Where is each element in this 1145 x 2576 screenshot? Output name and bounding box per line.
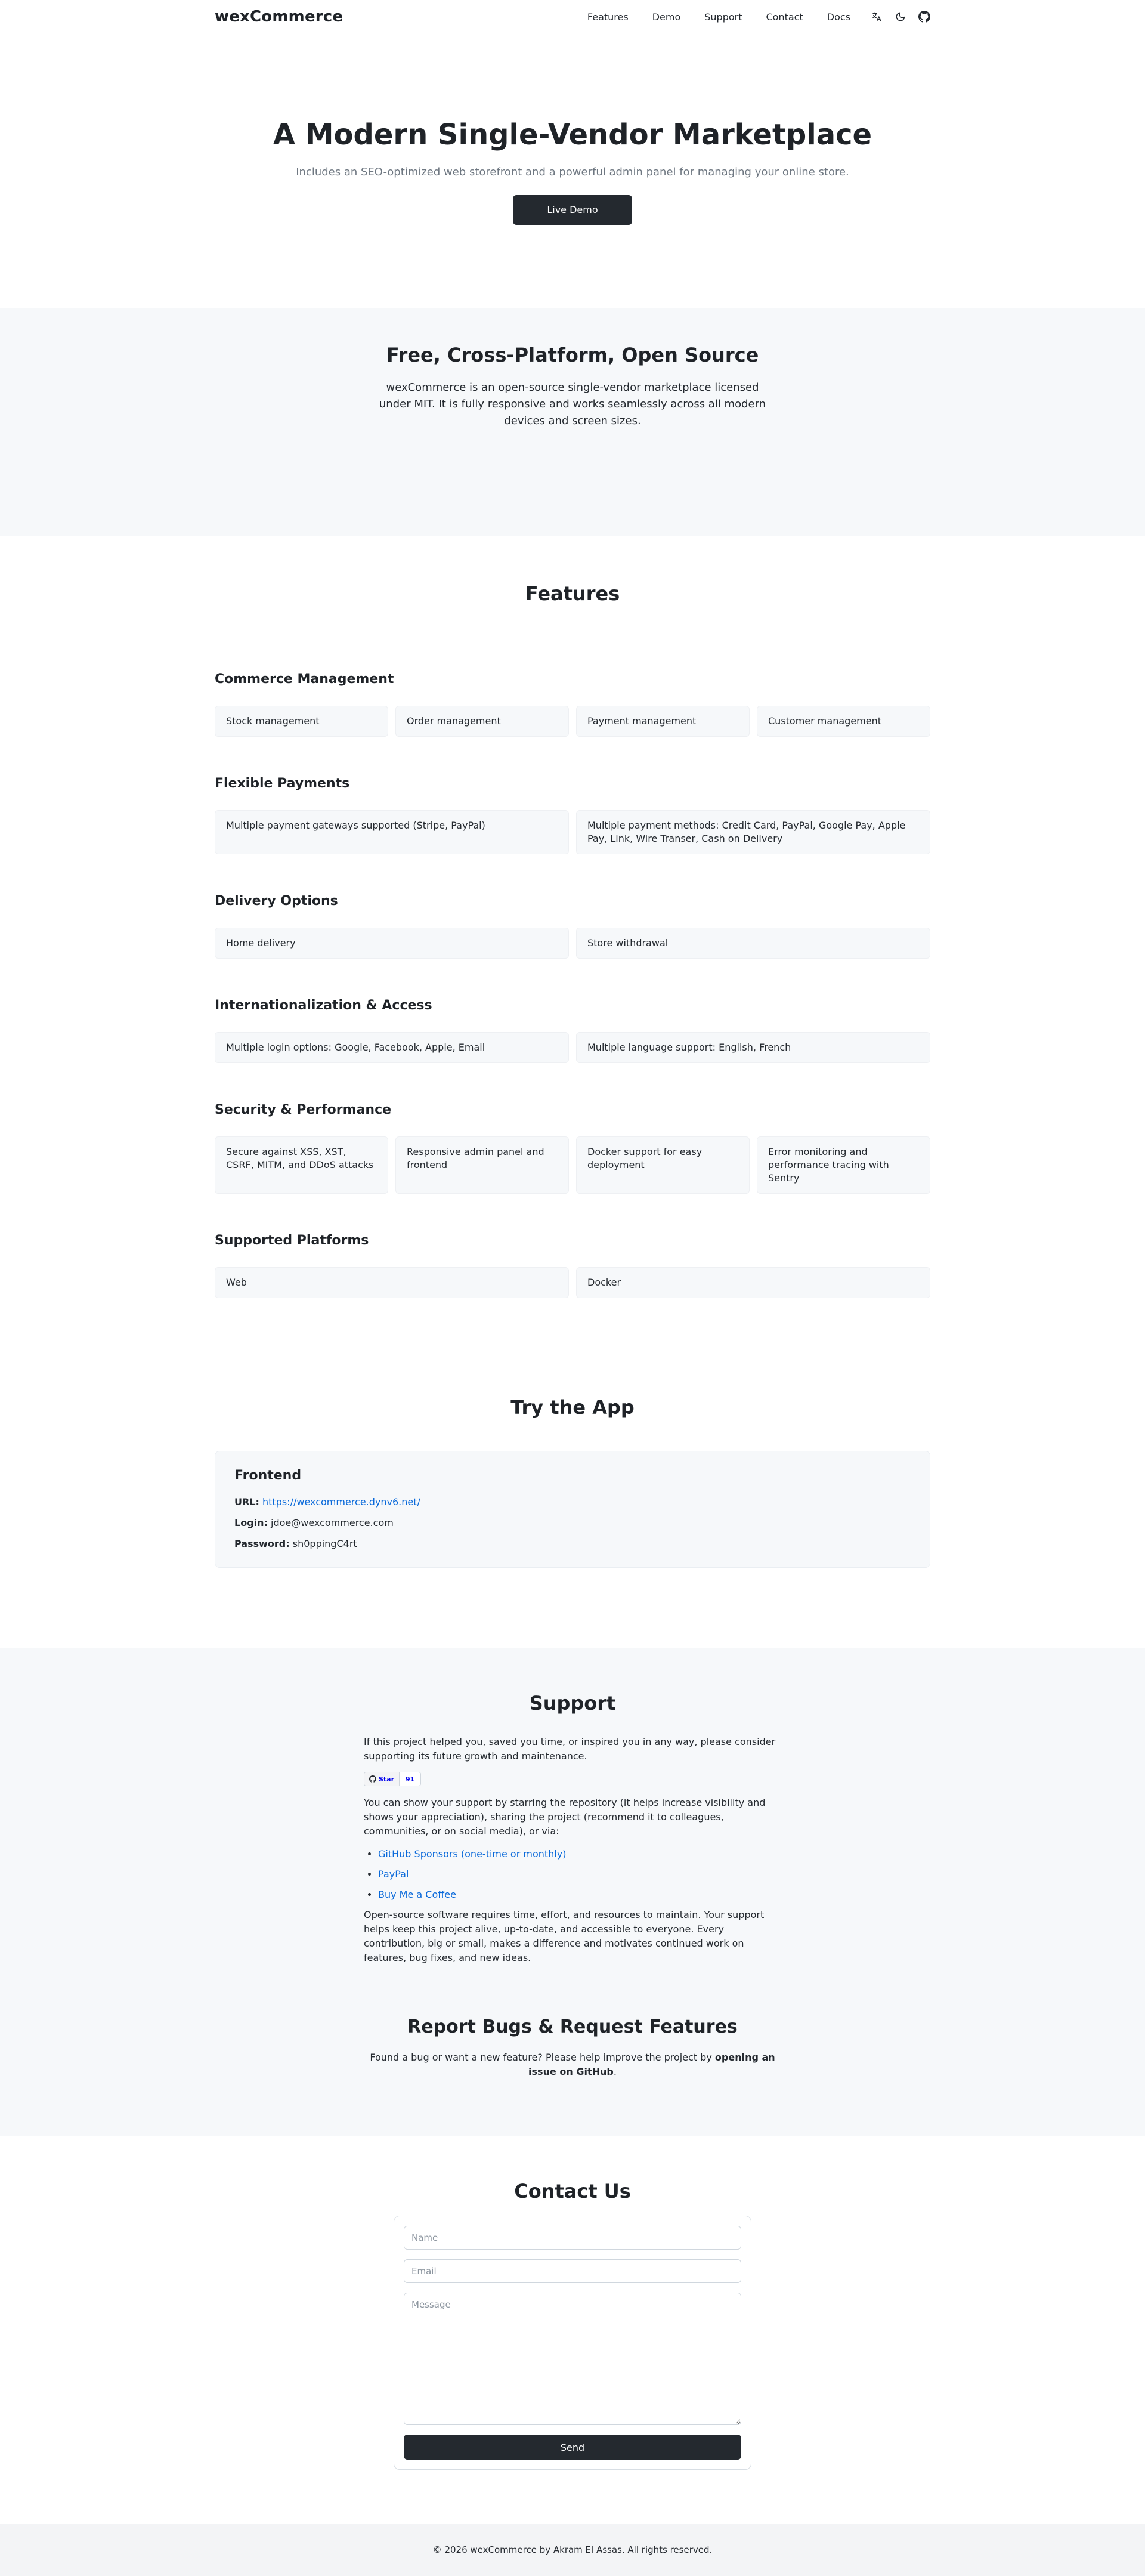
- feature-group-title: Delivery Options: [215, 894, 338, 909]
- github-star-badge[interactable]: [364, 1772, 421, 1786]
- bugs-text-end: .: [613, 2066, 617, 2077]
- hero-section: [0, 33, 1145, 308]
- feature-card: Multiple login options: Google, Facebook, Apple, Email: [215, 1032, 569, 1063]
- nav-link-contact[interactable]: Contact: [766, 11, 803, 23]
- support-title: Support: [529, 1692, 616, 1715]
- star-count: 91: [406, 1775, 415, 1783]
- github-icon[interactable]: [918, 11, 930, 23]
- bugs-title: Report Bugs & Request Features: [407, 2016, 738, 2037]
- feature-group-title: Flexible Payments: [215, 776, 350, 791]
- password-label: Password:: [234, 1538, 290, 1549]
- feature-card: Multiple payment methods: Credit Card, PayPal, Google Pay, Apple Pay, Link, Wire Transer, Cash on Delivery: [576, 810, 930, 854]
- bugs-text: [364, 2050, 781, 2079]
- feature-card: Docker: [576, 1267, 930, 1298]
- paypal-link[interactable]: PayPal: [378, 1868, 409, 1880]
- feature-card: Home delivery: [215, 928, 569, 959]
- open-source-section: [0, 308, 1145, 536]
- demo-url-link[interactable]: https://wexcommerce.dynv6.net/: [262, 1496, 420, 1508]
- feature-group-i18n: [215, 998, 930, 1063]
- feature-group-platforms: [215, 1233, 930, 1298]
- feature-card: Secure against XSS, XST, CSRF, MITM, and DDoS attacks: [215, 1136, 388, 1194]
- github-sponsors-link[interactable]: GitHub Sponsors (one-time or monthly): [378, 1848, 567, 1860]
- top-nav: [0, 0, 1145, 33]
- hero-title: A Modern Single-Vendor Marketplace: [273, 118, 872, 152]
- language-icon[interactable]: [871, 11, 883, 23]
- feature-card: Payment management: [576, 706, 750, 737]
- demo-url-row: [234, 1496, 911, 1508]
- try-app-section: [0, 1394, 1145, 1648]
- feature-card: Order management: [395, 706, 569, 737]
- brand-logo[interactable]: wexCommerce: [215, 8, 344, 26]
- support-body: You can show your support by starring the repository (it helps increase visibility and shows your appreciation), sharing the project (recommend it to colleagues, communities, or on social media), or via:: [364, 1797, 766, 1837]
- feature-group-title: Commerce Management: [215, 672, 394, 687]
- feature-card: Store withdrawal: [576, 928, 930, 959]
- feature-card: Web: [215, 1267, 569, 1298]
- demo-password-row: [234, 1538, 911, 1549]
- footer-copyright: © 2026 wexCommerce by Akram El Assas. All rights reserved.: [432, 2544, 713, 2555]
- contact-title: Contact Us: [514, 2180, 631, 2203]
- demo-card-title: Frontend: [234, 1468, 302, 1483]
- try-title: Try the App: [510, 1396, 635, 1419]
- github-icon: [369, 1775, 376, 1783]
- feature-card: Docker support for easy deployment: [576, 1136, 750, 1194]
- name-input[interactable]: [404, 2226, 741, 2250]
- contact-form: [394, 2216, 751, 2470]
- bugs-text-lead: Found a bug or want a new feature? Please help improve the project by: [370, 2052, 715, 2063]
- list-item: [378, 1847, 781, 1861]
- features-section: [0, 536, 1145, 1394]
- send-button[interactable]: Send: [404, 2435, 741, 2460]
- moon-icon[interactable]: [895, 11, 906, 23]
- footer: [0, 2524, 1145, 2576]
- feature-card: Error monitoring and performance tracing with Sentry: [757, 1136, 930, 1194]
- feature-group-title: Security & Performance: [215, 1102, 392, 1117]
- feature-group-commerce: [215, 672, 930, 737]
- support-closing: Open-source software requires time, effort, and resources to maintain. Your support helps keep this project alive, up-to-date, and accessible to everyone. Every contribution, big or small, makes a difference and motivates continued work on features, bug fixes, and new ideas.: [364, 1909, 765, 1963]
- oss-text: wexCommerce is an open-source single-vendor marketplace licensed under MIT. It is fully responsive and works seamlessly across all modern devices and screen sizes.: [379, 381, 766, 427]
- feature-card: Responsive admin panel and frontend: [395, 1136, 569, 1194]
- demo-login-value: jdoe@wexcommerce.com: [271, 1517, 394, 1528]
- feature-group-delivery: [215, 894, 930, 959]
- support-links-list: [364, 1847, 781, 1902]
- message-textarea[interactable]: [404, 2293, 741, 2425]
- feature-group-security: [215, 1102, 930, 1194]
- contact-section: [0, 2136, 1145, 2524]
- nav-link-features[interactable]: Features: [587, 11, 629, 23]
- star-label: Star: [379, 1775, 395, 1783]
- feature-card: Customer management: [757, 706, 930, 737]
- live-demo-button[interactable]: Live Demo: [513, 195, 632, 225]
- login-label: Login:: [234, 1517, 268, 1528]
- url-label: URL:: [234, 1496, 259, 1508]
- feature-card: Multiple payment gateways supported (Stripe, PayPal): [215, 810, 569, 854]
- oss-title: Free, Cross-Platform, Open Source: [386, 344, 759, 366]
- features-title: Features: [525, 582, 620, 605]
- frontend-demo-card: [215, 1451, 930, 1568]
- feature-group-payments: [215, 776, 930, 854]
- open-issue-link[interactable]: opening an issue on GitHub: [528, 2052, 775, 2077]
- nav-link-demo[interactable]: Demo: [652, 11, 681, 23]
- email-input[interactable]: [404, 2259, 741, 2283]
- support-section: [0, 1648, 1145, 2136]
- feature-card: Multiple language support: English, French: [576, 1032, 930, 1063]
- list-item: [378, 1867, 781, 1882]
- feature-card: Stock management: [215, 706, 388, 737]
- nav-link-docs[interactable]: Docs: [827, 11, 850, 23]
- feature-group-title: Internationalization & Access: [215, 998, 432, 1013]
- feature-group-title: Supported Platforms: [215, 1233, 369, 1248]
- demo-login-row: [234, 1517, 911, 1528]
- support-intro: If this project helped you, saved you time, or inspired you in any way, please consider supporting its future growth and maintenance.: [364, 1736, 776, 1762]
- list-item: [378, 1888, 781, 1902]
- nav-link-support[interactable]: Support: [704, 11, 742, 23]
- hero-subtitle: Includes an SEO-optimized web storefront and a powerful admin panel for managing your online store.: [296, 166, 849, 178]
- buy-me-a-coffee-link[interactable]: Buy Me a Coffee: [378, 1889, 456, 1900]
- nav-links: [587, 11, 850, 23]
- demo-password-value: sh0ppingC4rt: [292, 1538, 357, 1549]
